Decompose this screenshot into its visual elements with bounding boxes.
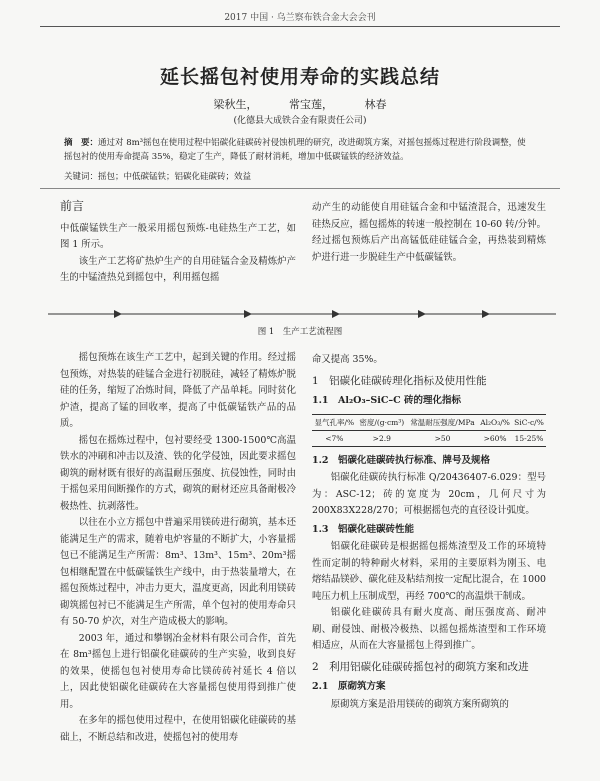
table-cell: >50 (434, 433, 451, 443)
paragraph: 摇包预炼在该生产工艺中，起到关键的作用。经过摇包预炼，对热装的硅锰合金进行初脱硅，减轻了精炼炉脱硅的任务，缩短了冶炼时间，降低了产品单耗。同时贫化炉渣，提高了锰的回收率，提高了中低碳锰铁产品的品质。 (60, 352, 296, 429)
table-cell: >2.9 (372, 433, 391, 443)
abstract (64, 136, 534, 164)
flow-arrow (482, 310, 490, 318)
left-column-bottom (60, 350, 296, 746)
paragraph: 命又提高 35%。 (312, 354, 383, 365)
paragraph: 铝碳化硅碳砖具有耐火度高、耐压强度高、耐冲刷、耐侵蚀、耐极冷极热、以摇包摇炼渣型和工作环境相适应，从而在大容量摇包上得到推广。 (312, 607, 546, 651)
keywords (64, 170, 534, 182)
figure-caption: 图 1 生产工艺流程图 (257, 327, 343, 337)
section-heading: 2 利用铝碳化硅碳砖摇包衬的砌筑方案和改进 (312, 660, 529, 673)
table-header: Al₂O₃/% (480, 417, 510, 427)
flow-arrow (114, 310, 122, 318)
table-header: 常温耐压强度/MPa (410, 417, 475, 427)
affiliation: (化德县大成铁合金有限责任公司) (233, 116, 367, 126)
subsection-heading: 2.1 原砌筑方案 (312, 681, 386, 692)
paragraph: 原砌筑方案是沿用镁砖的砌筑方案所砌筑的 (330, 698, 509, 710)
authors (0, 96, 600, 112)
flow-arrow (418, 310, 426, 318)
paragraph: 该生产工艺将矿热炉生产的自用硅锰合金及精炼炉产生的中锰渣热兑到摇包中，利用摇包摇 (60, 255, 296, 283)
keywords-rule (40, 188, 560, 189)
preface-heading: 前言 (60, 199, 85, 213)
table-header: SiC-c/% (514, 417, 544, 427)
paper-title: 延长摇包衬使用寿命的实践总结 (159, 66, 440, 88)
running-header: 2017 中国 · 乌兰察布铁合金大会会刊 (224, 13, 376, 23)
table-header: 密度/(g·cm³) (359, 417, 405, 427)
abstract-label: 摘 要： (64, 138, 99, 148)
paragraph: 2003 年，通过和攀钢冶金材料有限公司合作，首先在 8m³摇包上进行铝碳化硅碳砖的生产实验，收到良好的效果，使摇包包衬使用寿命比镁砖砖衬延长 4 倍以上，因此使铝碳化硅碳砖在大容量摇包使用得到推广使用。 (60, 632, 296, 710)
paragraph: 中低碳锰铁生产一般采用摇包预炼-电硅热生产工艺，如图 1 所示。 (60, 222, 296, 250)
subsection-heading: 1.3 铝碳化硅碳砖性能 (312, 523, 415, 535)
paragraph: 以往在小立方摇包中普遍采用镁砖进行砌筑，基本还能满足生产的需求，随着电炉容量的不断扩大，小容量摇包已不能满足生产所需：8m³、13m³、15m³、20m³摇包相继配置在中低碳锰铁生产线中，由于热装量增大，在摇包预炼过程中，冲击力更大，温度更高，因此利用镁砖砌筑摇包衬已不能满足生产所需，单个包衬的使用寿命只有 50-70 炉次，对生产造成极大的影响。 (60, 517, 296, 627)
section-heading: 1 铝碳化硅碳砖理化指标及使用性能 (312, 374, 487, 387)
table-row (312, 430, 546, 446)
table-header-row (312, 414, 546, 430)
paragraph: 铝碳化硅碳砖是根据摇包摇炼渣型及工作的环境特性而定制的特种耐火材料，采用的主要原料为刚玉、电熔结晶镁砂、碳化硅及粘结剂按一定配比混合，在 1000 吨压力机上压制成型，再经 700℃的高温烘干制成。 (312, 541, 546, 602)
right-column-bottom (312, 352, 546, 713)
process-flow-figure (44, 304, 560, 324)
paragraph: 在多年的摇包使用过程中，在使用铝碳化硅碳砖的基础上，不断总结和改进，使摇包衬的使用寿 (60, 715, 296, 743)
header-rule (40, 26, 560, 27)
right-column-top (312, 200, 546, 266)
keywords-label: 关键词： (64, 172, 99, 182)
flow-arrow (244, 310, 252, 318)
author-3: 林春 (364, 98, 387, 111)
author-1: 梁秋生， (213, 98, 258, 111)
left-column-top (60, 198, 296, 287)
keywords-text: 摇包；中低碳锰铁；铝碳化硅碳砖；效益 (98, 172, 252, 182)
author-2: 常宝莲， (289, 98, 333, 111)
subsection-heading: 1.1 Al₂O₃–SiC–C 砖的理化指标 (312, 395, 462, 406)
paragraph: 铝碳化硅碳砖执行标准 Q/20436407-6.029：型号为：ASC-12；砖的宽度为 20cm，几何尺寸为 200X83X228/270；可根据摇包壳的直径设计弧度。 (312, 472, 546, 516)
properties-table (312, 414, 546, 447)
flow-arrow (332, 310, 340, 318)
abstract-text: 通过对 8m³摇包在使用过程中铝碳化硅碳砖衬侵蚀机理的研究，改进砌筑方案，对摇包摇炼过程进行阶段调整，使摇包衬的使用寿命提高 35%，稳定了生产，降低了耐材消耗，增加中低碳锰铁的经济效益。 (64, 138, 526, 162)
paragraph: 动产生的动能使自用硅锰合金和中锰渣混合，迅速发生硅热反应，摇包摇炼的转速一般控制在 10-60 转/分钟。经过摇包预炼后产出高锰低硅硅锰合金，再热装到精炼炉进行进一步脱硅生产中低碳锰铁。 (312, 202, 546, 263)
table-header: 显气孔率/% (314, 417, 355, 427)
subsection-heading: 1.2 铝碳化硅碳砖执行标准、牌号及规格 (312, 454, 491, 466)
table-cell: <7% (325, 433, 344, 443)
table-cell: 15-25% (514, 433, 544, 443)
table-cell: >60% (483, 433, 507, 443)
paragraph: 摇包在摇炼过程中，包衬要经受 1300-1500℃高温铁水的冲刷和冲击以及渣、铁的化学侵蚀，因此要求摇包砌筑的耐材既有很好的高温耐压强度、抗侵蚀性，同时由于摇包采用间断操作的方式，砌筑的耐材还应具备耐极冷极热性、抗剥落性。 (60, 434, 296, 512)
